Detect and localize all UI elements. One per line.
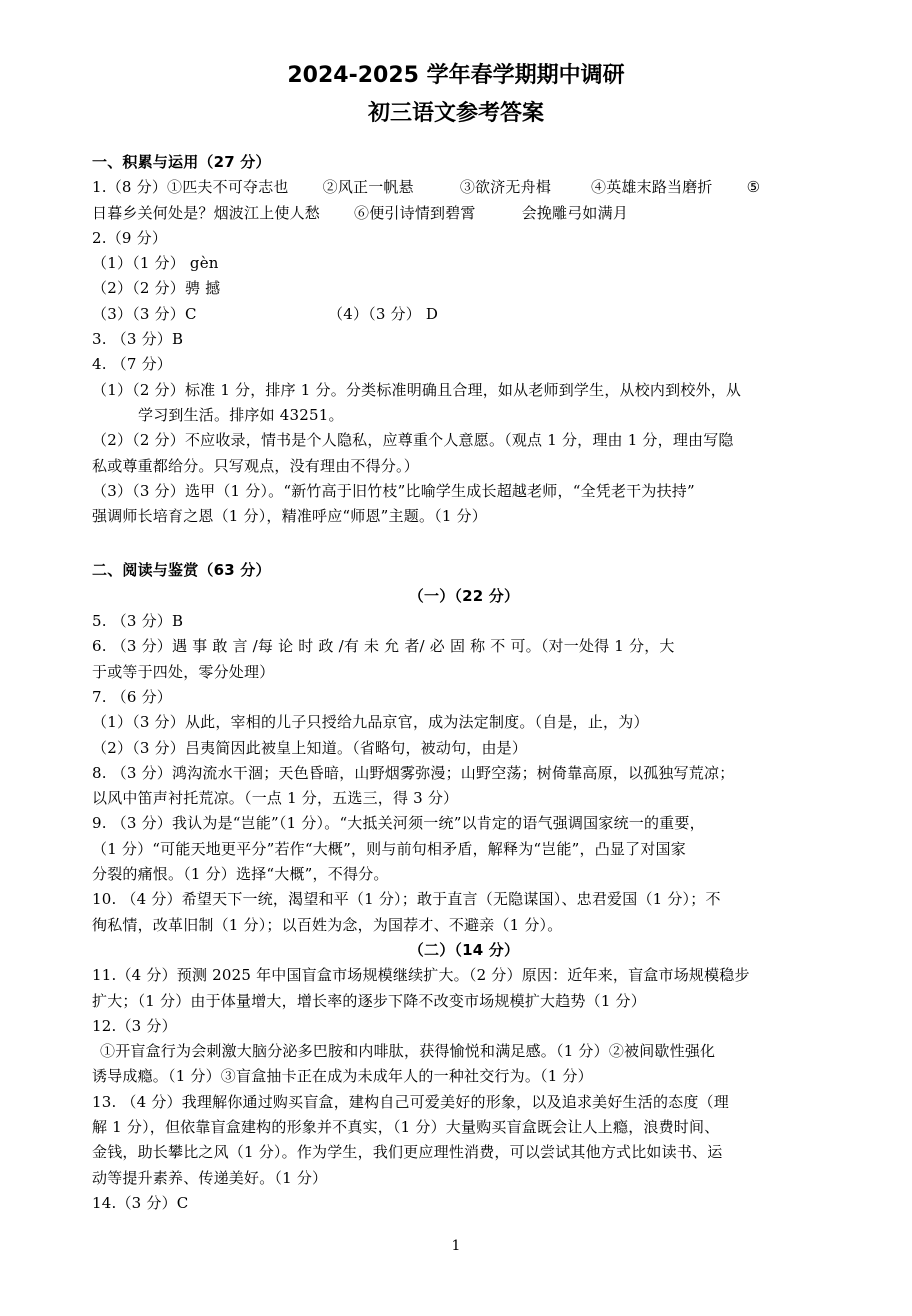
- answer-q11a: 11.（4 分）预测 2025 年中国盲盒市场规模继续扩大。（2 分）原因：近年来，盲盒市场规模稳步: [92, 966, 750, 985]
- answer-q7-p1: （1）（3 分）从此，宰相的儿子只授给九品京官，成为法定制度。（自是，止，为）: [92, 713, 649, 732]
- answer-q3: 3. （3 分）B: [92, 330, 184, 349]
- answer-q12-head: 12.（3 分）: [92, 1016, 177, 1035]
- answer-q13c: 金钱，助长攀比之风（1 分）。作为学生，我们更应理性消费，可以尝试其他方式比如读书、运: [92, 1143, 723, 1162]
- text: （4）（3 分） D: [328, 304, 439, 323]
- text: ④英雄末路当磨折: [591, 178, 713, 197]
- text: ⑤: [746, 178, 761, 197]
- answer-q9c: 分裂的痛恨。（1 分）选择“大概”，不得分。: [92, 865, 389, 884]
- answer-q5: 5. （3 分）B: [92, 612, 184, 631]
- section-heading: 二、阅读与鉴赏（63 分）: [92, 561, 271, 580]
- answer-q8a: 8. （3 分）鸿沟流水干涸；天色昏暗，山野烟雾弥漫；山野空荡；树倚靠高原，以孤独写荒凉；: [92, 763, 735, 782]
- answer-q2-p2: （2）（2 分）骋 撼: [92, 279, 221, 298]
- answer-q8b: 以风中笛声衬托荒凉。（一点 1 分，五选三，得 3 分）: [92, 789, 459, 808]
- answer-content: [92, 150, 836, 1216]
- answer-q12-a: ①开盲盒行为会刺激大脑分泌多巴胺和内啡肽，获得愉悦和满足感。（1 分）②被间歇性强化: [100, 1042, 716, 1061]
- text: ③欲济无舟楫: [459, 178, 552, 197]
- answer-q4-p3a: （3）（3 分）选甲（1 分）。“新竹高于旧竹枝”比喻学生成长超越老师，“全凭老干为扶持”: [92, 481, 695, 500]
- text: ⑥便引诗情到碧霄: [354, 203, 476, 222]
- document-title: 2024-2025 学年春学期期中调研: [287, 63, 625, 88]
- section-heading: 一、积累与运用（27 分）: [92, 153, 271, 171]
- page-number: 1: [451, 1238, 461, 1254]
- part-heading: （一）（22 分）: [408, 586, 520, 605]
- answer-q14: 14.（3 分）C: [92, 1193, 189, 1212]
- answer-q4-p1b: 学习到生活。排序如 43251。: [138, 405, 344, 424]
- text: 会挽雕弓如满月: [521, 203, 629, 222]
- answer-q1-line1: [92, 175, 836, 200]
- answer-q9a: 9. （3 分）我认为是“岂能”（1 分）。“大抵关河须一统”以肯定的语气强调国家统一的重要，: [92, 814, 705, 833]
- part-heading: （二）（14 分）: [408, 940, 520, 959]
- answer-q4-p1a: （1）（2 分）标准 1 分，排序 1 分。分类标准明确且合理，如从老师到学生，从校内到校外，从: [92, 380, 742, 399]
- answer-q13b: 解 1 分），但依靠盲盒建构的形象并不真实，（1 分）大量购买盲盒既会让人上瘾，浪费时间、: [92, 1117, 720, 1136]
- answer-q4-p3b: 强调师长培育之恩（1 分），精准呼应“师恩”主题。（1 分）: [92, 507, 487, 526]
- answer-q2-p3p4: [92, 302, 836, 327]
- answer-q4-p2b: 私或尊重都给分。只写观点，没有理由不得分。）: [92, 456, 419, 475]
- text: 1.（8 分）①匹夫不可夺志也: [92, 178, 289, 197]
- answer-q4-head: 4. （7 分）: [92, 355, 172, 374]
- answer-q13a: 13. （4 分）我理解你通过购买盲盒，建构自己可爱美好的形象，以及追求美好生活的态度（理: [92, 1092, 729, 1111]
- answer-q7-p2: （2）（3 分）吕夷简因此被皇上知道。（省略句，被动句，由是）: [92, 738, 528, 757]
- text: ②风正一帆悬: [322, 178, 414, 197]
- answer-q7-head: 7. （6 分）: [92, 687, 172, 706]
- answer-q6a: 6. （3 分）遇 事 敢 言 /每 论 时 政 /有 未 允 者/ 必 固 称 不 可。（对一处得 1 分，大: [92, 637, 675, 656]
- answer-q12-b: 诱导成瘾。（1 分）③盲盒抽卡正在成为未成年人的一种社交行为。（1 分）: [92, 1067, 593, 1086]
- answer-q4-p2a: （2）（2 分）不应收录，情书是个人隐私，应尊重个人意愿。（观点 1 分，理由 1 分，理由写隐: [92, 431, 734, 450]
- answer-q2-head: 2.（9 分）: [92, 228, 168, 247]
- answer-q10a: 10. （4 分）希望天下一统，渴望和平（1 分）；敢于直言（无隐谋国）、忠君爱国（1 分）；不: [92, 890, 721, 909]
- answer-q6b: 于或等于四处，零分处理）: [92, 662, 275, 681]
- answer-q2-p1: （1）（1 分） gèn: [92, 254, 219, 273]
- answer-q13d: 动等提升素养、传递美好。（1 分）: [92, 1168, 328, 1187]
- text: （3）（3 分）C: [92, 304, 197, 323]
- answer-q10b: 徇私情，改革旧制（1 分）；以百姓为念，为国荐才、不避亲（1 分）。: [92, 915, 563, 934]
- answer-q1-line2: [92, 201, 836, 226]
- document-subtitle: 初三语文参考答案: [367, 101, 544, 126]
- text: 日暮乡关何处是？烟波江上使人愁: [92, 203, 321, 222]
- answer-q11b: 扩大；（1 分）由于体量增大，增长率的逐步下降不改变市场规模扩大趋势（1 分）: [92, 991, 646, 1010]
- answer-q9b: （1 分）“可能天地更平分”若作“大概”，则与前句相矛盾，解释为“岂能”，凸显了对国家: [92, 839, 686, 858]
